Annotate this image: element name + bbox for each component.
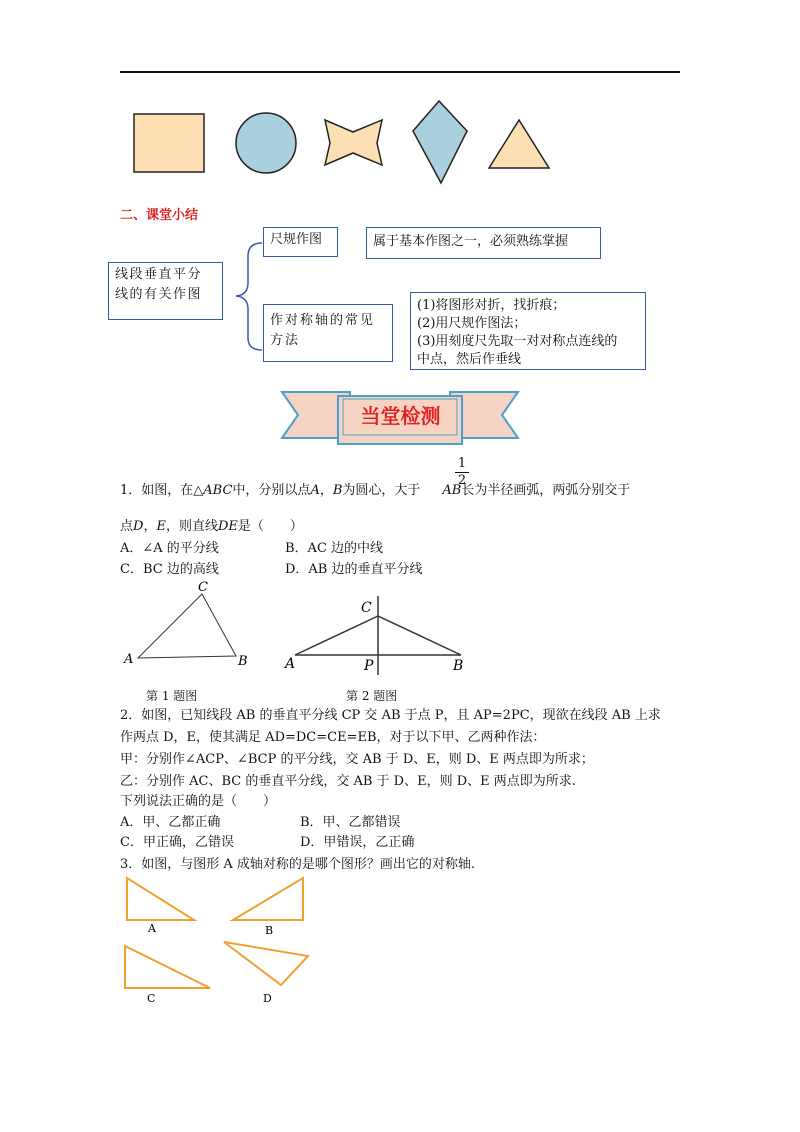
q1-text: ， (319, 483, 333, 498)
q1-var: ABC (203, 483, 233, 498)
q2-option-b: B．甲、乙都错误 (300, 815, 401, 830)
q1-option-c: C．BC 边的高线 (120, 562, 219, 577)
q2-line1: 2．如图，已知线段 AB 的垂直平分线 CP 交 AB 于点 P，且 AP=2PC，现欲在线段 AB 上求 (120, 708, 661, 723)
fig3-label-a: A (148, 922, 156, 935)
q3-line1: 3．如图，与图形 A 成轴对称的是哪个图形？画出它的对称轴. (120, 857, 476, 872)
q1-option-d: D．AB 边的垂直平分线 (285, 562, 423, 577)
branch2-note-2: (2)用尺规作图法； (417, 316, 527, 331)
curly-brace (0, 0, 800, 400)
q1-text: 点 (120, 519, 134, 534)
figure-1-triangle (118, 578, 258, 668)
q1-text: 中，分别以点 (232, 483, 311, 498)
q2-line3: 甲：分别作∠ACP、∠BCP 的平分线，交 AB 于 D、E，则 D、E 两点即为所求； (120, 752, 594, 767)
figure-3-triangles (118, 872, 318, 1012)
q2-line5: 下列说法正确的是（ ） (120, 794, 277, 809)
banner-title: 当堂检测 (360, 404, 441, 428)
branch1-note-text: 属于基本作图之一，必须熟练掌握 (373, 234, 569, 249)
caption-figure-1: 第 1 题图 (146, 689, 198, 703)
fig2-label-b: B (453, 658, 464, 674)
branch2-note-4: 中点，然后作垂线 (417, 352, 522, 367)
q1-var: A (310, 483, 320, 498)
triangle-c (125, 946, 210, 988)
q1-text: 1．如图，在△ (120, 483, 204, 498)
fig1-label-c: C (198, 580, 208, 595)
fig3-label-d: D (263, 992, 272, 1005)
q1-text: 为圆心，大于 (342, 483, 421, 498)
q2-line4: 乙：分别作 AC、BC 的垂直平分线，交 AB 于 D、E，则 D、E 两点即为所求. (120, 774, 576, 789)
q2-option-d: D．甲错误，乙正确 (300, 835, 415, 850)
branch2-text: 作对称轴的常见方法 (270, 313, 376, 348)
fig1-label-b: B (238, 654, 248, 668)
fig2-label-p: P (364, 658, 374, 674)
branch1-text: 尺规作图 (270, 232, 323, 247)
q2-option-a: A．甲、乙都正确 (120, 815, 221, 830)
q1-text: ， (143, 519, 157, 534)
figure-2-triangle (283, 590, 468, 680)
triangle-b (233, 878, 303, 920)
q1-var: D (133, 519, 144, 534)
q1-text: 长为半径画弧，两弧分别交于 (461, 483, 631, 498)
branch2-note-3: (3)用刻度尺先取一对对称点连线的 (417, 334, 618, 349)
fig2-label-a: A (285, 656, 296, 672)
q1-var: E (156, 519, 166, 534)
fig3-label-c: C (147, 992, 156, 1005)
q1-var: B (332, 483, 343, 498)
q1-text: 是（ ） (237, 519, 303, 534)
fraction-numerator: 1 (455, 456, 469, 473)
q1-var: AB (442, 483, 462, 498)
caption-figure-2: 第 2 题图 (346, 689, 398, 703)
fig2-label-c: C (361, 600, 372, 616)
q1-line1 (120, 481, 630, 501)
q1-option-a: A．∠A 的平分线 (120, 541, 219, 556)
q1-var: DE (217, 519, 238, 534)
q1-option-b: B．AC 边的中线 (285, 541, 384, 556)
q2-line2: 作两点 D，E，使其满足 AD=DC=CE=EB，对于以下甲、乙两种作法： (120, 730, 546, 745)
q2-option-c: C．甲正确，乙错误 (120, 835, 234, 850)
q1-text: ，则直线 (165, 519, 218, 534)
triangle-d (224, 942, 308, 985)
branch2-note-1: (1)将图形对折，找折痕； (417, 298, 566, 313)
q1-line2 (120, 517, 303, 537)
fig3-label-b: B (265, 924, 274, 937)
triangle-a (127, 878, 194, 920)
fig1-label-a: A (124, 652, 134, 667)
fraction-denominator: 2 (457, 473, 467, 488)
root-box-text: 线段垂直平分线的有关作图 (115, 267, 203, 302)
section-title: 二、课堂小结 (120, 208, 199, 223)
